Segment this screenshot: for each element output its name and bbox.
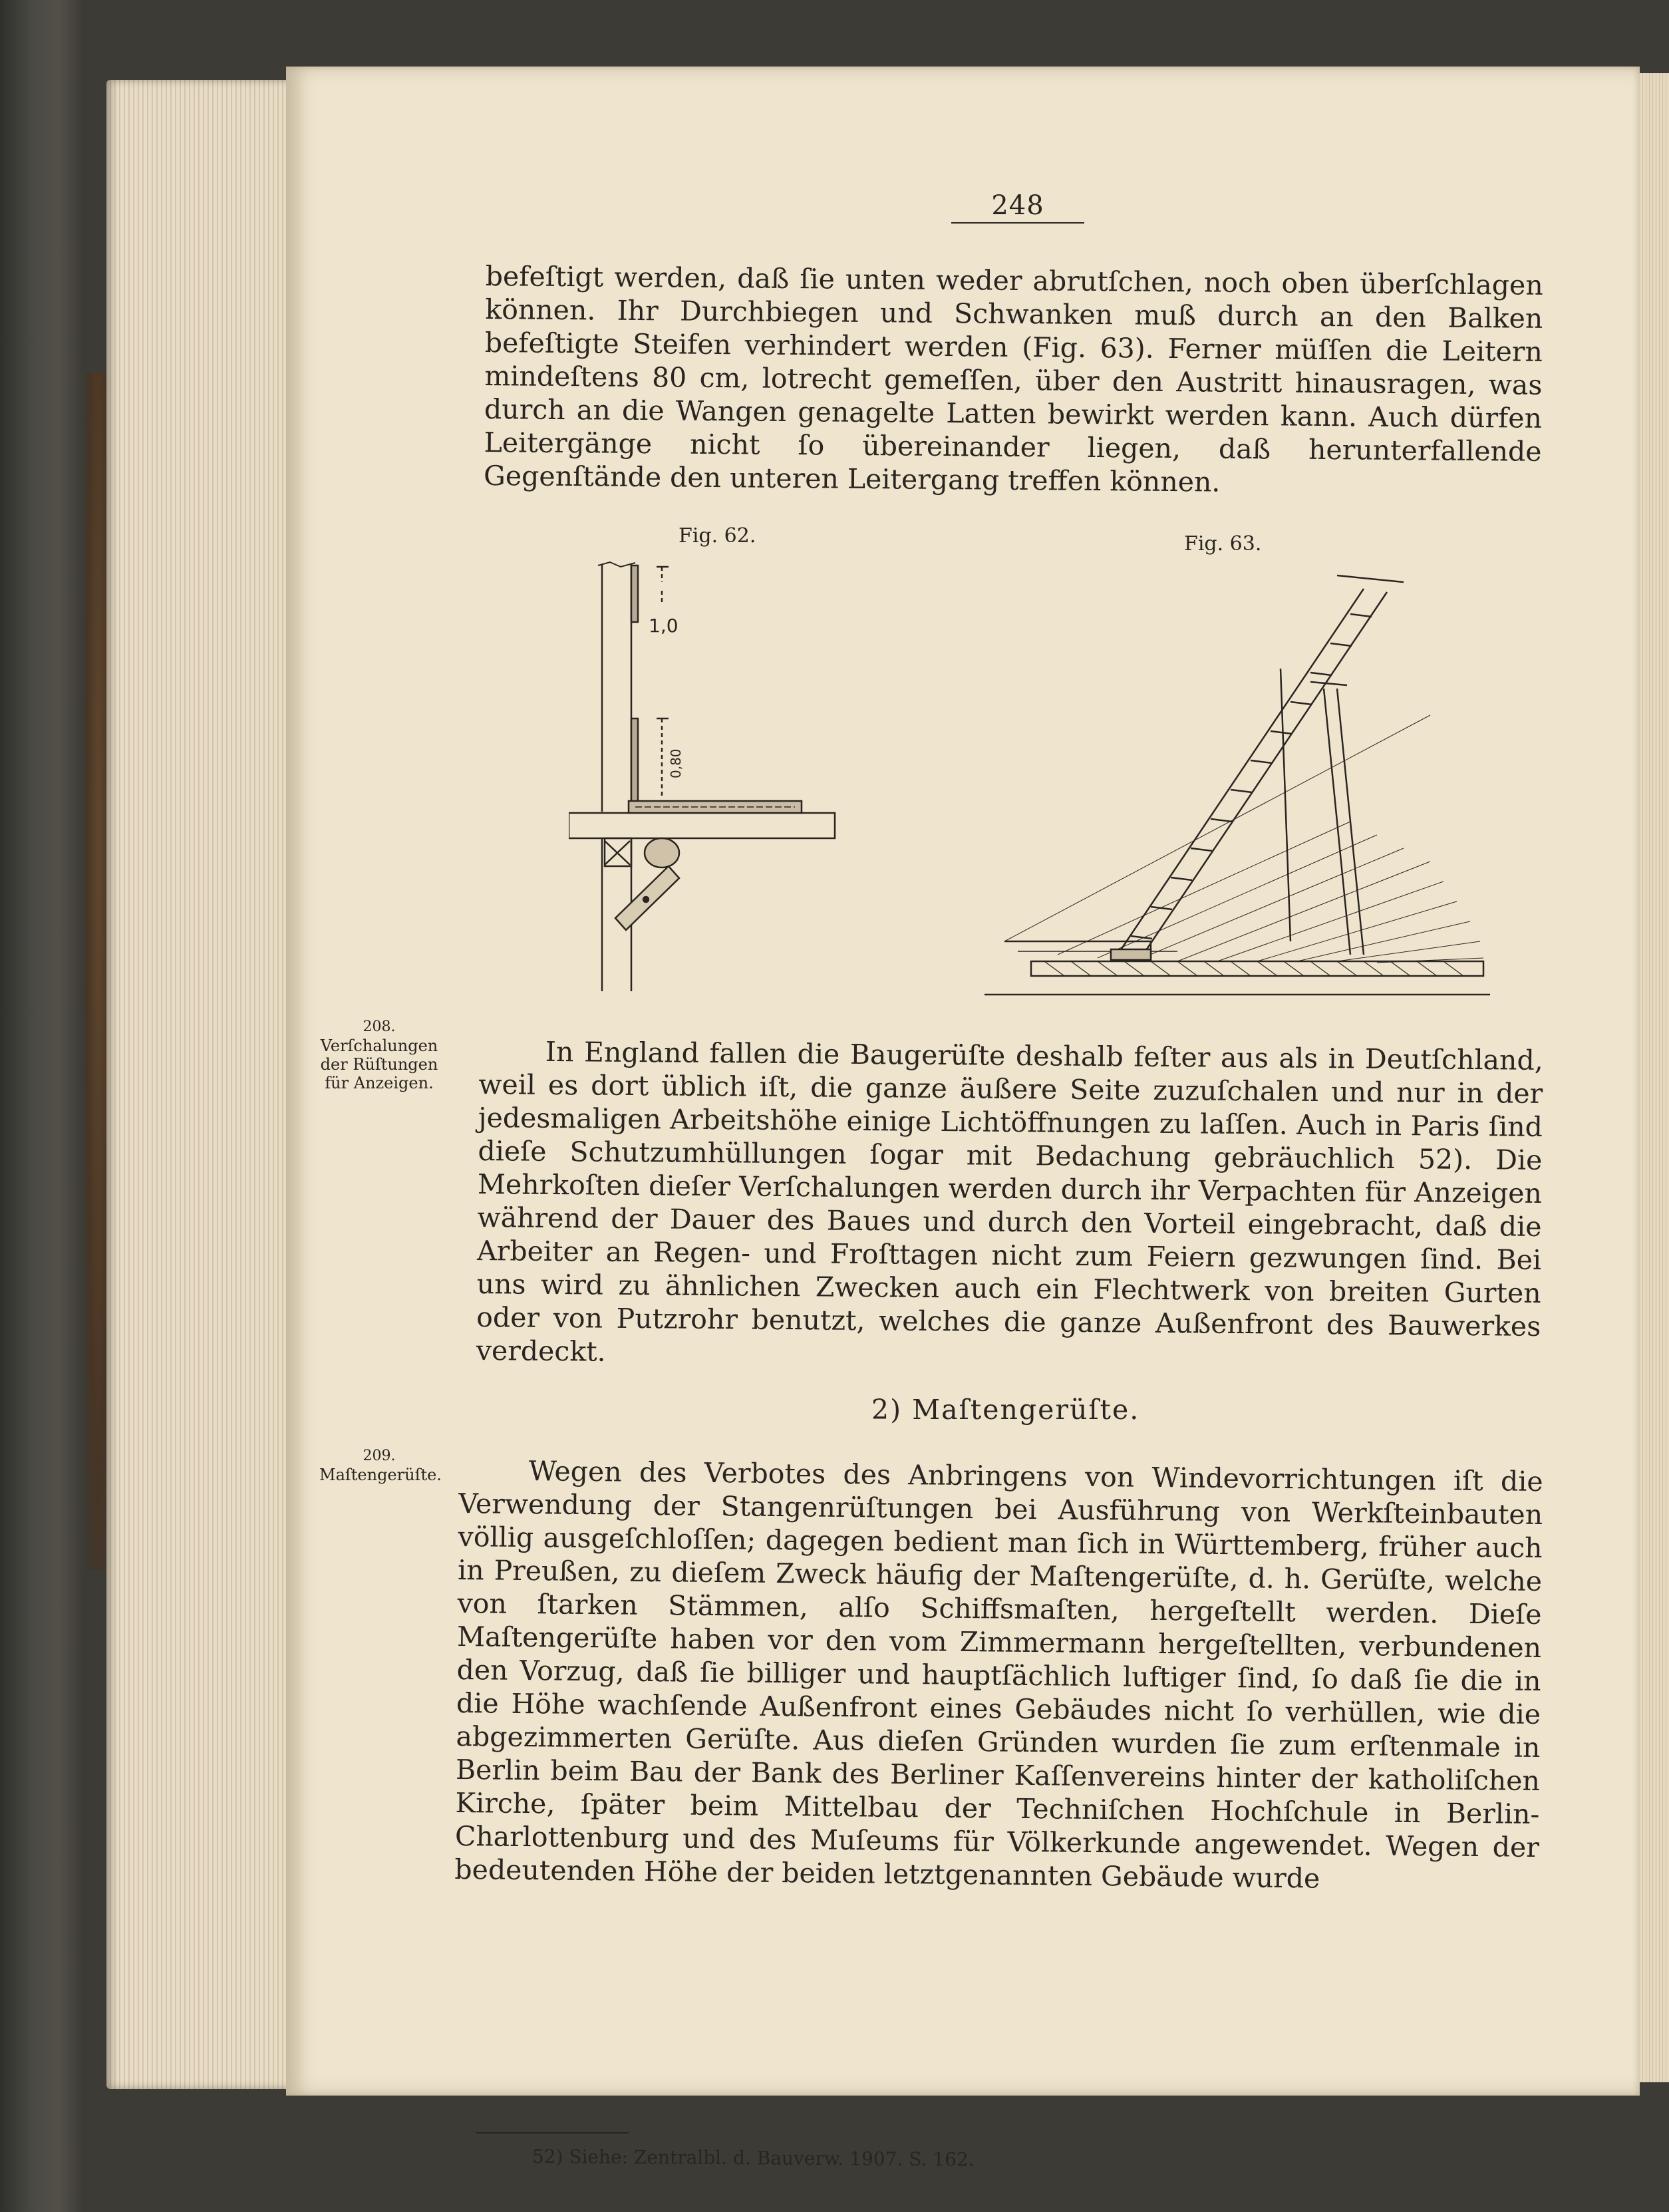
footnote: 52) Siehe: Zentralbl. d. Bauverw. 1907. S. 162. <box>531 2145 975 2171</box>
margin-note-209 <box>319 1447 442 1484</box>
page-number: 248 <box>951 190 1084 224</box>
footnote-rule <box>476 2132 629 2133</box>
book-page <box>286 67 1640 2171</box>
section-208-paragraph: In England fallen die Baugerüſte deshalb feſter aus als in Deutſchland, weil es dort üblich iſt, die ganze äußere Seite zuzuſchalen und nur in der jedesmaligen Arbeitshöhe einige Lichtöffnungen zu laſſen. Auch in Paris ſind dieſe Schutzumhüllungen ſogar mit Bedachung gebräuchlich 52). Die Mehrkoſten dieſer Verſchalungen werden durch ihr Verpachten für Anzeigen während der Dauer des Baues und durch den Vorteil eingebracht, daß die Arbeiter an Regen- und Froſttagen nicht zum Feiern gezwungen ſind. Bei uns wird zu ähnlichen Zwecken auch ein Flechtwerk von breiten Gurten oder von Putzrohr benutzt, welches die ganze Außenfront des Bauwerkes verdeckt. <box>476 1035 1543 1368</box>
fig-63-stiffener-1 <box>1281 669 1290 941</box>
margin-note-209-label: Maſtengerüſte. <box>319 1466 442 1484</box>
page-stack-left <box>106 80 299 2089</box>
section-heading: 2) Maſtengerüſte. <box>871 1394 1140 1426</box>
margin-note-209-number: 209. <box>363 1448 396 1464</box>
fig-62-beam <box>569 813 835 838</box>
top-paragraph: befeſtigt werden, daß ſie unten weder abrutſchen, noch oben überſchlagen können. Ihr Durchbiegen und Schwanken muß durch an den Balken befeſtigte Steifen verhindert werden (Fig. 63). Ferner müſſen die Leitern mindeſtens 80 cm, lotrecht gemeſſen, über den Austritt hinausragen, was durch an die Wangen genagelte Latten bewirkt werden kann. Auch dürfen Leitergänge nicht ſo übereinander liegen, daß herunterfallende Gegenſtände den unteren Leitergang treffen können. <box>483 259 1543 498</box>
fig-62-label-upper: 1,0 <box>649 615 679 637</box>
fig-62-caption: Fig. 62. <box>679 524 756 548</box>
fig-63-ladder-rail-left <box>1118 589 1364 955</box>
fig-62-label-lower: 0,80 <box>668 748 684 778</box>
fig-63-drawing <box>978 569 1510 1021</box>
section-209-paragraph: Wegen des Verbotes des Anbringens von Windevorrichtungen iſt die Verwendung der Stangenrüſtungen bei Ausführung von Werkſteinbauten völlig ausgeſchloſſen; dagegen bedient man ſich in Württemberg, früher auch in Preußen, zu dieſem Zweck häufig der Maſtengerüſte, d. h. Gerüſte, welche von ſtarken Stämmen, alſo Schiffsmaſten, hergeſtellt werden. Dieſe Maſtengerüſte haben vor den vom Zimmermann hergeſtellten, verbundenen den Vorzug, daß ſie billiger und hauptſächlich luftiger ſind, ſo daß ſie die in die Höhe wachſende Außenfront eines Gebäudes nicht ſo verhüllen, wie die abgezimmerten Gerüſte. Aus dieſen Gründen wurden ſie zum erſtenmale in Berlin beim Bau der Bank des Berliner Kaſſenvereins hinter der katholiſchen Kirche, ſpäter beim Mittelbau der Techniſchen Hochſchule in Berlin-Charlottenburg und des Muſeums für Völkerkunde angewendet. Wegen der bedeutenden Höhe der beiden letztgenannten Gebäude wurde <box>454 1455 1543 1895</box>
fig-62-log <box>645 838 679 868</box>
fig-62-upper-board <box>631 565 638 622</box>
fig-62-lower-board <box>631 718 638 812</box>
fig-63-ladder-rail-right <box>1141 592 1387 958</box>
margin-note-208 <box>319 1018 439 1092</box>
fig-63-caption: Fig. 63. <box>1184 532 1262 555</box>
margin-note-208-label: Verſchalungen der Rüſtungen für Anzeigen. <box>320 1036 438 1092</box>
fig-63-stiffener-2 <box>1324 689 1350 955</box>
fig-63-floor <box>1031 961 1483 976</box>
margin-note-208-number: 208. <box>363 1019 396 1035</box>
fig-62-drawing <box>569 559 848 998</box>
page-stack-right <box>1636 73 1669 2082</box>
